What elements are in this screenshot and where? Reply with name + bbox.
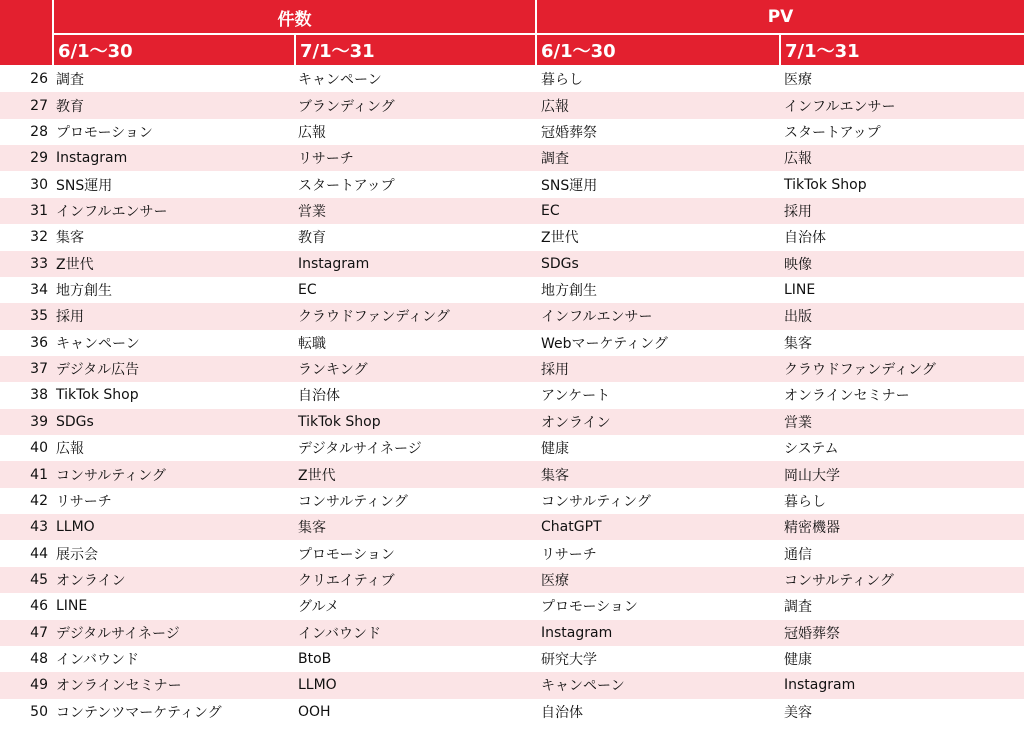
header-count-july: 7/1～31 <box>296 34 535 65</box>
count-july-cell: リサーチ <box>298 151 354 168</box>
count-july-cell: デジタルサイネージ <box>298 441 422 458</box>
pv-june-cell: 採用 <box>541 362 569 379</box>
pv-july-cell: 精密機器 <box>784 520 840 537</box>
pv-july-cell: スタートアップ <box>784 124 881 141</box>
rank-cell: 37 <box>30 361 48 378</box>
count-june-cell: デジタルサイネージ <box>56 625 180 642</box>
pv-june-cell: Z世代 <box>541 230 579 247</box>
pv-july-cell: 通信 <box>784 546 812 563</box>
table-row <box>0 409 1024 435</box>
rank-cell: 28 <box>30 123 48 140</box>
pv-june-cell: 広報 <box>541 98 569 115</box>
pv-june-cell: 集客 <box>541 467 569 484</box>
count-june-cell: 調査 <box>56 72 84 89</box>
count-june-cell: コンテンツマーケティング <box>56 704 222 721</box>
table-row <box>0 330 1024 356</box>
count-july-cell: ランキング <box>298 362 368 379</box>
rank-cell: 27 <box>30 97 48 114</box>
count-june-cell: プロモーション <box>56 124 153 141</box>
rank-cell: 34 <box>30 282 48 299</box>
count-july-cell: TikTok Shop <box>298 413 381 430</box>
pv-july-cell: コンサルティング <box>784 573 894 589</box>
pv-june-cell: アンケート <box>541 388 611 405</box>
pv-july-cell: 営業 <box>784 414 812 431</box>
pv-july-cell: クラウドファンディング <box>784 362 936 379</box>
rank-cell: 47 <box>30 624 48 641</box>
table-row <box>0 224 1024 250</box>
table-row <box>0 488 1024 514</box>
header-group-pv: PV <box>537 0 1024 34</box>
count-june-cell: インバウンド <box>56 652 140 669</box>
count-july-cell: 集客 <box>298 520 326 537</box>
count-july-cell: Z世代 <box>298 467 336 484</box>
header-count-june: 6/1～30 <box>54 34 294 65</box>
pv-june-cell: リサーチ <box>541 546 597 563</box>
count-june-cell: 教育 <box>56 98 84 115</box>
rank-cell: 31 <box>30 202 48 219</box>
pv-july-cell: 広報 <box>784 151 812 168</box>
count-june-cell: Z世代 <box>56 256 94 273</box>
table-row <box>0 672 1024 698</box>
pv-june-cell: Instagram <box>541 624 613 641</box>
rank-cell: 43 <box>30 519 48 536</box>
rank-cell: 45 <box>30 572 48 588</box>
pv-june-cell: 健康 <box>541 441 569 458</box>
count-july-cell: OOH <box>298 703 331 720</box>
table-row <box>0 198 1024 224</box>
rank-cell: 48 <box>30 651 48 668</box>
pv-july-cell: システム <box>784 441 839 458</box>
count-july-cell: 営業 <box>298 203 326 220</box>
count-july-cell: Instagram <box>298 255 370 272</box>
table-row <box>0 356 1024 382</box>
pv-july-cell: 映像 <box>784 256 812 273</box>
pv-june-cell: Webマーケティング <box>541 335 668 352</box>
count-june-cell: 採用 <box>56 309 84 326</box>
rank-cell: 44 <box>30 545 48 562</box>
count-june-cell: オンラインセミナー <box>56 678 182 695</box>
pv-june-cell: ChatGPT <box>541 519 602 536</box>
pv-july-cell: 集客 <box>784 335 812 352</box>
rank-cell: 30 <box>30 176 48 193</box>
rank-cell: 29 <box>30 150 48 167</box>
table-row <box>0 66 1024 92</box>
pv-june-cell: EC <box>541 202 560 219</box>
pv-july-cell: 岡山大学 <box>784 467 840 484</box>
header-pv-june: 6/1～30 <box>537 34 779 65</box>
pv-june-cell: プロモーション <box>541 599 638 616</box>
rank-cell: 35 <box>30 308 48 325</box>
count-july-cell: BtoB <box>298 651 332 668</box>
pv-july-cell: 調査 <box>784 599 812 616</box>
pv-june-cell: インフルエンサー <box>541 309 653 326</box>
count-june-cell: SDGs <box>56 413 94 430</box>
count-june-cell: LLMO <box>56 519 95 536</box>
table-row <box>0 145 1024 171</box>
table-row <box>0 540 1024 566</box>
table-row <box>0 303 1024 329</box>
pv-june-cell: 冠婚葬祭 <box>541 124 597 141</box>
pv-june-cell: 調査 <box>541 151 569 168</box>
table-row <box>0 646 1024 672</box>
count-june-cell: オンライン <box>56 573 126 589</box>
rank-cell: 46 <box>30 598 48 615</box>
count-june-cell: LINE <box>56 598 88 615</box>
count-july-cell: 教育 <box>298 230 326 247</box>
count-july-cell: 広報 <box>298 124 326 141</box>
pv-june-cell: キャンペーン <box>541 678 625 695</box>
count-june-cell: 展示会 <box>56 546 98 563</box>
table-row <box>0 277 1024 303</box>
count-june-cell: 地方創生 <box>56 283 112 300</box>
rank-cell: 50 <box>30 703 48 720</box>
count-july-cell: 自治体 <box>298 388 340 405</box>
count-july-cell: ブランディング <box>298 98 395 115</box>
pv-july-cell: インフルエンサー <box>784 98 896 115</box>
pv-june-cell: SDGs <box>541 255 579 272</box>
header-group-count: 件数 <box>54 0 535 34</box>
rank-cell: 32 <box>30 229 48 246</box>
header-divider <box>294 34 296 65</box>
count-july-cell: スタートアップ <box>298 177 395 194</box>
table-row <box>0 171 1024 197</box>
count-june-cell: 集客 <box>56 230 84 247</box>
count-june-cell: キャンペーン <box>56 335 140 352</box>
count-june-cell: Instagram <box>56 150 128 167</box>
pv-june-cell: 暮らし <box>541 72 583 89</box>
table-row <box>0 514 1024 540</box>
count-june-cell: 広報 <box>56 441 84 458</box>
count-june-cell: SNS運用 <box>56 177 113 194</box>
count-july-cell: キャンペーン <box>298 72 382 89</box>
pv-june-cell: 研究大学 <box>541 652 597 669</box>
count-july-cell: 転職 <box>298 335 326 352</box>
rank-cell: 39 <box>30 413 48 430</box>
table-row <box>0 251 1024 277</box>
pv-june-cell: 医療 <box>541 573 569 589</box>
pv-july-cell: 自治体 <box>784 230 826 247</box>
pv-july-cell: LINE <box>784 282 816 299</box>
table-row <box>0 435 1024 461</box>
table-row <box>0 620 1024 646</box>
header-pv-july: 7/1～31 <box>781 34 1024 65</box>
table-body <box>0 66 1024 725</box>
count-july-cell: EC <box>298 282 317 299</box>
pv-june-cell: オンライン <box>541 414 611 431</box>
header-divider <box>779 34 781 65</box>
pv-july-cell: オンラインセミナー <box>784 388 910 405</box>
rank-cell: 40 <box>30 440 48 457</box>
pv-july-cell: Instagram <box>784 677 856 694</box>
table-row <box>0 119 1024 145</box>
count-june-cell: リサーチ <box>56 493 112 510</box>
rank-cell: 36 <box>30 334 48 351</box>
rank-cell: 33 <box>30 255 48 272</box>
pv-june-cell: SNS運用 <box>541 177 598 194</box>
table-row <box>0 593 1024 619</box>
count-july-cell: グルメ <box>298 599 340 616</box>
rank-cell: 41 <box>30 466 48 483</box>
count-july-cell: コンサルティング <box>298 493 408 510</box>
pv-july-cell: 冠婚葬祭 <box>784 625 840 642</box>
count-june-cell: TikTok Shop <box>56 387 139 404</box>
count-june-cell: デジタル広告 <box>56 362 140 379</box>
pv-july-cell: 医療 <box>784 72 812 89</box>
table-row <box>0 92 1024 118</box>
header-divider <box>54 33 1024 35</box>
rank-cell: 38 <box>30 387 48 404</box>
count-july-cell: インバウンド <box>298 625 382 642</box>
count-july-cell: LLMO <box>298 677 337 694</box>
pv-july-cell: TikTok Shop <box>784 176 867 193</box>
pv-june-cell: コンサルティング <box>541 493 651 510</box>
rank-cell: 26 <box>30 71 48 88</box>
table-row <box>0 699 1024 725</box>
count-june-cell: コンサルティング <box>56 467 166 484</box>
table-row <box>0 567 1024 593</box>
rank-cell: 42 <box>30 492 48 509</box>
count-july-cell: プロモーション <box>298 546 395 563</box>
count-july-cell: クリエイティブ <box>298 573 395 589</box>
count-july-cell: クラウドファンディング <box>298 309 450 326</box>
pv-july-cell: 美容 <box>784 704 812 721</box>
pv-june-cell: 自治体 <box>541 704 583 721</box>
rank-cell: 49 <box>30 677 48 694</box>
pv-june-cell: 地方創生 <box>541 283 597 300</box>
pv-july-cell: 健康 <box>784 652 812 669</box>
pv-july-cell: 出版 <box>784 309 812 326</box>
table-row <box>0 382 1024 408</box>
pv-july-cell: 暮らし <box>784 493 826 510</box>
table-row <box>0 461 1024 487</box>
pv-july-cell: 採用 <box>784 203 812 220</box>
header-corner <box>0 0 52 65</box>
count-june-cell: インフルエンサー <box>56 203 168 220</box>
